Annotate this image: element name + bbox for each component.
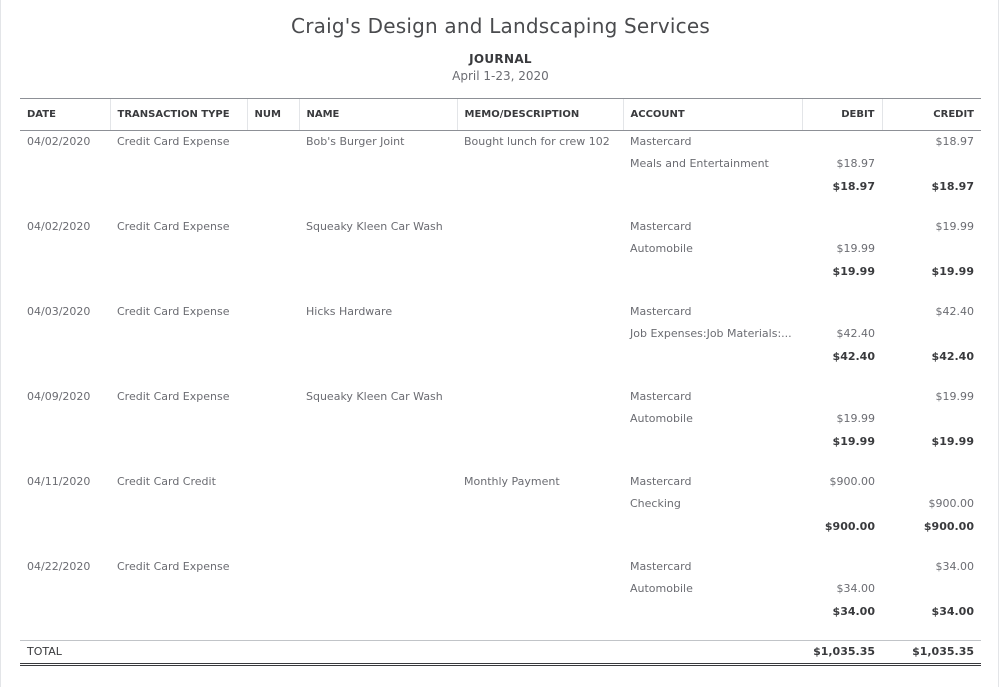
- tx-num[interactable]: [247, 130, 299, 153]
- tx-total-debit: $19.99: [832, 434, 875, 448]
- tx-type[interactable]: Credit Card Expense: [117, 559, 230, 573]
- line-credit[interactable]: $34.00: [935, 559, 974, 573]
- line-debit[interactable]: $18.97: [836, 157, 875, 171]
- col-header-date[interactable]: DATE: [20, 99, 110, 130]
- tx-memo[interactable]: [457, 215, 623, 238]
- line-account[interactable]: Mastercard: [630, 474, 692, 488]
- row-spacer: [20, 453, 981, 471]
- line-account[interactable]: Checking: [630, 497, 681, 511]
- line-debit[interactable]: [802, 385, 882, 408]
- transaction-total-row: [20, 260, 981, 283]
- journal-line-row: [20, 555, 981, 578]
- row-spacer: [20, 623, 981, 641]
- tx-total-credit: $18.97: [931, 179, 974, 193]
- journal-line-row: [20, 130, 981, 153]
- report-title: JOURNAL: [469, 52, 532, 66]
- tx-date[interactable]: 04/11/2020: [27, 474, 91, 488]
- journal-line-row: [20, 323, 981, 346]
- tx-total-debit: $42.40: [832, 349, 875, 363]
- tx-type[interactable]: Credit Card Expense: [117, 304, 230, 318]
- tx-num[interactable]: [247, 300, 299, 323]
- line-credit[interactable]: $19.99: [935, 219, 974, 233]
- tx-name[interactable]: Hicks Hardware: [306, 304, 393, 318]
- tx-date[interactable]: 04/02/2020: [27, 219, 91, 233]
- journal-table: [20, 99, 981, 666]
- tx-total-credit: $42.40: [931, 349, 974, 363]
- tx-num[interactable]: [247, 385, 299, 408]
- col-header-memo[interactable]: MEMO/DESCRIPTION: [457, 99, 623, 130]
- tx-name[interactable]: Bob's Burger Joint: [306, 135, 405, 148]
- grand-total-credit: $1,035.35: [882, 640, 981, 664]
- line-account[interactable]: Mastercard: [630, 135, 692, 148]
- transaction-total-row: [20, 345, 981, 368]
- col-header-num[interactable]: NUM: [247, 99, 299, 130]
- tx-total-credit: $34.00: [931, 604, 974, 618]
- journal-line-row: [20, 153, 981, 176]
- journal-line-row: [20, 238, 981, 261]
- col-header-transaction-type[interactable]: TRANSACTION TYPE: [110, 99, 247, 130]
- line-account[interactable]: Job Expenses:Job Materials:...: [630, 327, 792, 341]
- tx-total-debit: $34.00: [832, 604, 875, 618]
- tx-type[interactable]: Credit Card Expense: [117, 389, 230, 403]
- line-credit[interactable]: [882, 408, 981, 431]
- tx-total-debit: $900.00: [824, 519, 875, 533]
- line-debit[interactable]: [802, 300, 882, 323]
- tx-memo[interactable]: [457, 555, 623, 578]
- tx-type[interactable]: Credit Card Expense: [117, 219, 230, 233]
- tx-name[interactable]: [299, 555, 457, 578]
- line-account[interactable]: Mastercard: [630, 219, 692, 233]
- company-name: Craig's Design and Landscaping Services: [291, 14, 710, 38]
- line-debit[interactable]: [802, 555, 882, 578]
- tx-type[interactable]: Credit Card Credit: [117, 474, 216, 488]
- line-credit[interactable]: $19.99: [935, 389, 974, 403]
- transaction-total-row: [20, 175, 981, 198]
- line-account[interactable]: Automobile: [630, 412, 693, 426]
- grand-total-row: [20, 640, 981, 664]
- tx-date[interactable]: 04/03/2020: [27, 304, 91, 318]
- journal-body: [20, 130, 981, 640]
- col-header-name[interactable]: NAME: [299, 99, 457, 130]
- journal-line-row: [20, 578, 981, 601]
- tx-memo[interactable]: [457, 300, 623, 323]
- line-debit[interactable]: [802, 130, 882, 153]
- line-account[interactable]: Mastercard: [630, 389, 692, 403]
- line-credit[interactable]: [882, 470, 981, 493]
- line-account[interactable]: Meals and Entertainment: [630, 157, 769, 171]
- line-account[interactable]: Mastercard: [630, 304, 692, 318]
- transaction-total-row: [20, 430, 981, 453]
- line-credit[interactable]: [882, 323, 981, 346]
- line-debit[interactable]: $34.00: [836, 582, 875, 596]
- tx-total-credit: $19.99: [931, 434, 974, 448]
- tx-date[interactable]: 04/09/2020: [27, 389, 91, 403]
- line-credit[interactable]: $18.97: [935, 135, 974, 148]
- line-debit[interactable]: $19.99: [836, 412, 875, 426]
- grand-total-label: TOTAL: [20, 640, 110, 664]
- tx-name[interactable]: Squeaky Kleen Car Wash: [306, 389, 443, 403]
- tx-memo[interactable]: Bought lunch for crew 102: [464, 135, 610, 148]
- tx-total-debit: $18.97: [832, 179, 875, 193]
- tx-date[interactable]: 04/22/2020: [27, 559, 91, 573]
- journal-line-row: [20, 408, 981, 431]
- row-spacer: [20, 283, 981, 301]
- line-credit[interactable]: [882, 153, 981, 176]
- report-date-range: April 1-23, 2020: [452, 69, 549, 83]
- col-header-debit[interactable]: DEBIT: [802, 99, 882, 130]
- journal-line-row: [20, 493, 981, 516]
- journal-line-row: [20, 470, 981, 493]
- header-row: [20, 99, 981, 130]
- row-spacer: [20, 368, 981, 386]
- tx-total-credit: $19.99: [931, 264, 974, 278]
- col-header-account[interactable]: ACCOUNT: [623, 99, 802, 130]
- tx-name[interactable]: [299, 470, 457, 493]
- row-spacer: [20, 538, 981, 556]
- line-debit[interactable]: [802, 493, 882, 516]
- line-credit[interactable]: $42.40: [935, 304, 974, 318]
- line-account[interactable]: Automobile: [630, 242, 693, 256]
- col-header-credit[interactable]: CREDIT: [882, 99, 981, 130]
- line-debit[interactable]: $19.99: [836, 242, 875, 256]
- line-credit[interactable]: [882, 238, 981, 261]
- row-spacer: [20, 198, 981, 216]
- tx-total-credit: $900.00: [923, 519, 974, 533]
- line-credit[interactable]: $900.00: [928, 497, 974, 511]
- line-debit[interactable]: [802, 215, 882, 238]
- tx-memo[interactable]: Monthly Payment: [464, 474, 560, 488]
- tx-name[interactable]: Squeaky Kleen Car Wash: [306, 219, 443, 233]
- line-debit[interactable]: $42.40: [836, 327, 875, 341]
- line-credit[interactable]: [882, 578, 981, 601]
- grand-total-debit: $1,035.35: [802, 640, 882, 664]
- journal-line-row: [20, 215, 981, 238]
- transaction-total-row: [20, 515, 981, 538]
- tx-num[interactable]: [247, 555, 299, 578]
- tx-num[interactable]: [247, 215, 299, 238]
- line-debit[interactable]: $900.00: [829, 474, 875, 488]
- tx-type[interactable]: Credit Card Expense: [117, 135, 230, 148]
- tx-date[interactable]: 04/02/2020: [27, 135, 91, 148]
- line-account[interactable]: Mastercard: [630, 559, 692, 573]
- journal-line-row: [20, 300, 981, 323]
- tx-num[interactable]: [247, 470, 299, 493]
- transaction-total-row: [20, 600, 981, 623]
- tx-total-debit: $19.99: [832, 264, 875, 278]
- journal-line-row: [20, 385, 981, 408]
- line-account[interactable]: Automobile: [630, 582, 693, 596]
- tx-memo[interactable]: [457, 385, 623, 408]
